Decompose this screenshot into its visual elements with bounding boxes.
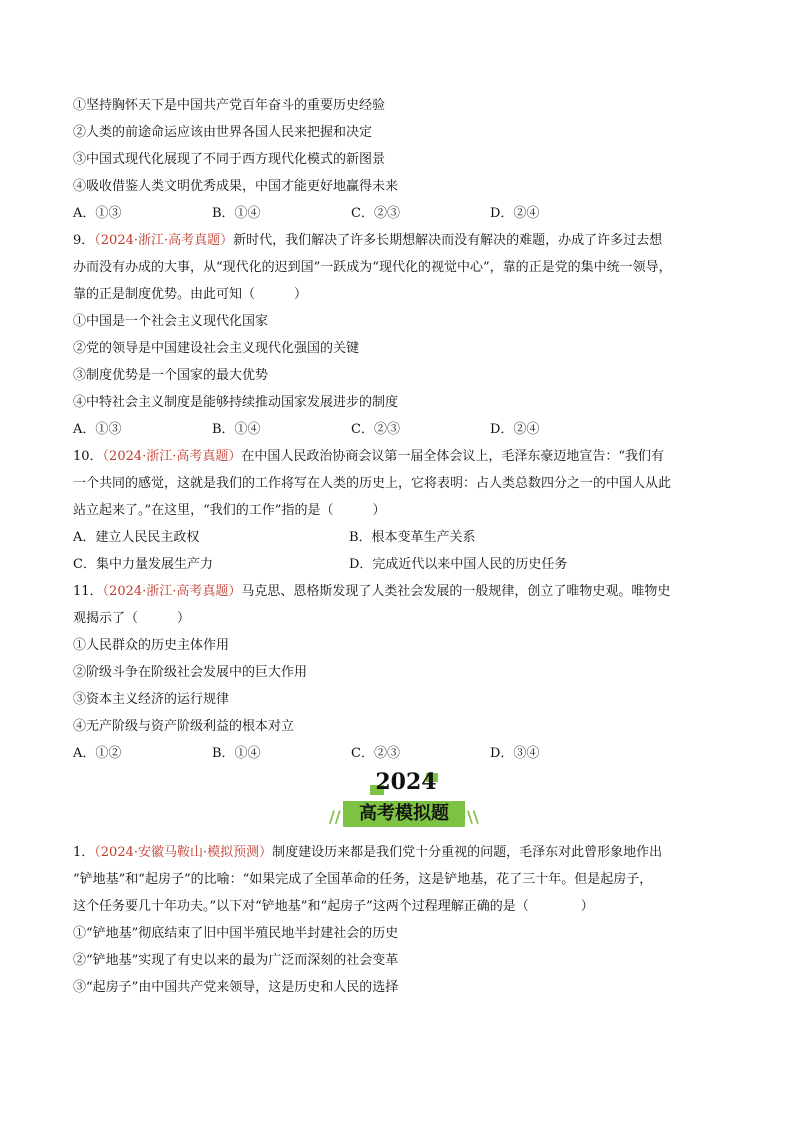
q9-item-3: ③制度优势是一个国家的最大优势 [73, 368, 269, 383]
q10-stem-line-2: 一个共同的感觉，这就是我们的工作将写在人类的历史上，它将表明：占人类总数四分之一的中国人从此 [73, 476, 672, 491]
q9-text-1: 新时代，我们解决了许多长期想解决而没有解决的难题，办成了许多过去想 [233, 233, 663, 248]
banner-right-decoration: \\ [467, 807, 479, 826]
banner-title: 高考模拟题 [359, 803, 449, 824]
m1-source: （2024·安徽马鞍山·模拟预测） [94, 845, 273, 860]
q9-item-2: ②党的领导是中国建设社会主义现代化强国的关键 [73, 341, 360, 356]
q11-item-3: ③资本主义经济的运行规律 [73, 692, 230, 707]
q11-option-b[interactable]: B．①④ [212, 746, 261, 761]
q11-option-c[interactable]: C．②③ [351, 746, 400, 761]
q11-option-a[interactable]: A．①② [73, 746, 122, 761]
q8-option-c[interactable]: C．②③ [351, 206, 400, 221]
q9-stem-line-2: 办而没有办成的大事，从“现代化的迟到国”一跃成为“现代化的视觉中心”，靠的正是党的集中统一领导， [73, 260, 672, 275]
q11-source: （2024·浙江·高考真题） [102, 584, 242, 599]
q10-option-c[interactable]: C．集中力量发展生产力 [73, 557, 213, 572]
q8-item-2: ②人类的前途命运应该由世界各国人民来把握和决定 [73, 125, 373, 140]
q8-options [73, 200, 733, 227]
q11-item-2: ②阶级斗争在阶级社会发展中的巨大作用 [73, 665, 308, 680]
q9-stem-line-3: 靠的正是制度优势。由此可知（ ） [73, 287, 308, 302]
q11-item-4: ④无产阶级与资产阶级利益的根本对立 [73, 719, 295, 734]
q10-text-1: 在中国人民政治协商会议第一届全体会议上，毛泽东豪迈地宣告：“我们有 [241, 449, 665, 464]
q10-option-d[interactable]: D．完成近代以来中国人民的历史任务 [349, 557, 568, 572]
q8-item-3: ③中国式现代化展现了不同于西方现代化模式的新图景 [73, 152, 386, 167]
m1-item-1: ①“铲地基”彻底结束了旧中国半殖民地半封建社会的历史 [73, 926, 399, 941]
section-banner [73, 771, 733, 835]
q9-option-d[interactable]: D．②④ [490, 422, 540, 437]
q11-item-1: ①人民群众的历史主体作用 [73, 638, 230, 653]
q10-options-row-2 [73, 551, 733, 578]
q8-item-1: ①坚持胸怀天下是中国共产党百年奋斗的重要历史经验 [73, 98, 386, 113]
q11-text-1: 马克思、恩格斯发现了人类社会发展的一般规律，创立了唯物史观。唯物史 [241, 584, 671, 599]
banner-title-group [329, 801, 479, 829]
m1-item-3: ③“起房子”由中国共产党来领导，这是历史和人民的选择 [73, 980, 399, 995]
m1-stem-line-2: “铲地基”和“起房子”的比喻：“如果完成了全国革命的任务，这是铲地基，花了三十年。但是起房子， [73, 872, 653, 887]
q8-option-b[interactable]: B．①④ [212, 206, 261, 221]
q8-option-a[interactable]: A．①③ [73, 206, 122, 221]
m1-stem-line-1 [73, 839, 733, 866]
q10-option-b[interactable]: B．根本变革生产关系 [349, 530, 476, 545]
q10-options-row-1 [73, 524, 733, 551]
q9-option-a[interactable]: A．①③ [73, 422, 122, 437]
q8-item-4: ④吸收借鉴人类文明优秀成果，中国才能更好地赢得未来 [73, 179, 399, 194]
banner-year-group [366, 771, 446, 797]
m1-stem-line-3: 这个任务要几十年功夫。”以下对“铲地基”和“起房子”这两个过程理解正确的是（ ） [73, 899, 594, 914]
q9-option-c[interactable]: C．②③ [351, 422, 400, 437]
q8-option-d[interactable]: D．②④ [490, 206, 540, 221]
q10-number: 10． [73, 449, 103, 464]
q11-stem-line-1 [73, 578, 733, 605]
q11-stem-line-2: 观揭示了（ ） [73, 611, 191, 626]
q9-item-1: ①中国是一个社会主义现代化国家 [73, 314, 269, 329]
q9-source: （2024·浙江·高考真题） [94, 233, 234, 248]
page-content [73, 92, 733, 1001]
q11-number: 11． [73, 584, 103, 599]
m1-text-1: 制度建设历来都是我们党十分重视的问题，毛泽东对此曾形象地作出 [272, 845, 663, 860]
m1-number: 1． [73, 845, 95, 860]
q10-stem-line-3: 站立起来了。”在这里，“我们的工作”指的是（ ） [73, 503, 386, 518]
banner-left-decoration: // [329, 807, 341, 826]
q9-option-b[interactable]: B．①④ [212, 422, 261, 437]
q10-stem-line-1 [73, 443, 733, 470]
banner-year: 2024 [375, 769, 437, 795]
q9-number: 9． [73, 233, 95, 248]
q10-option-a[interactable]: A．建立人民民主政权 [73, 530, 200, 545]
q10-source: （2024·浙江·高考真题） [102, 449, 242, 464]
q9-stem-line-1 [73, 227, 733, 254]
q11-options [73, 740, 733, 767]
q9-item-4: ④中特社会主义制度是能够持续推动国家发展进步的制度 [73, 395, 399, 410]
m1-item-2: ②“铲地基”实现了有史以来的最为广泛而深刻的社会变革 [73, 953, 399, 968]
q11-option-d[interactable]: D．③④ [490, 746, 540, 761]
q9-options [73, 416, 733, 443]
